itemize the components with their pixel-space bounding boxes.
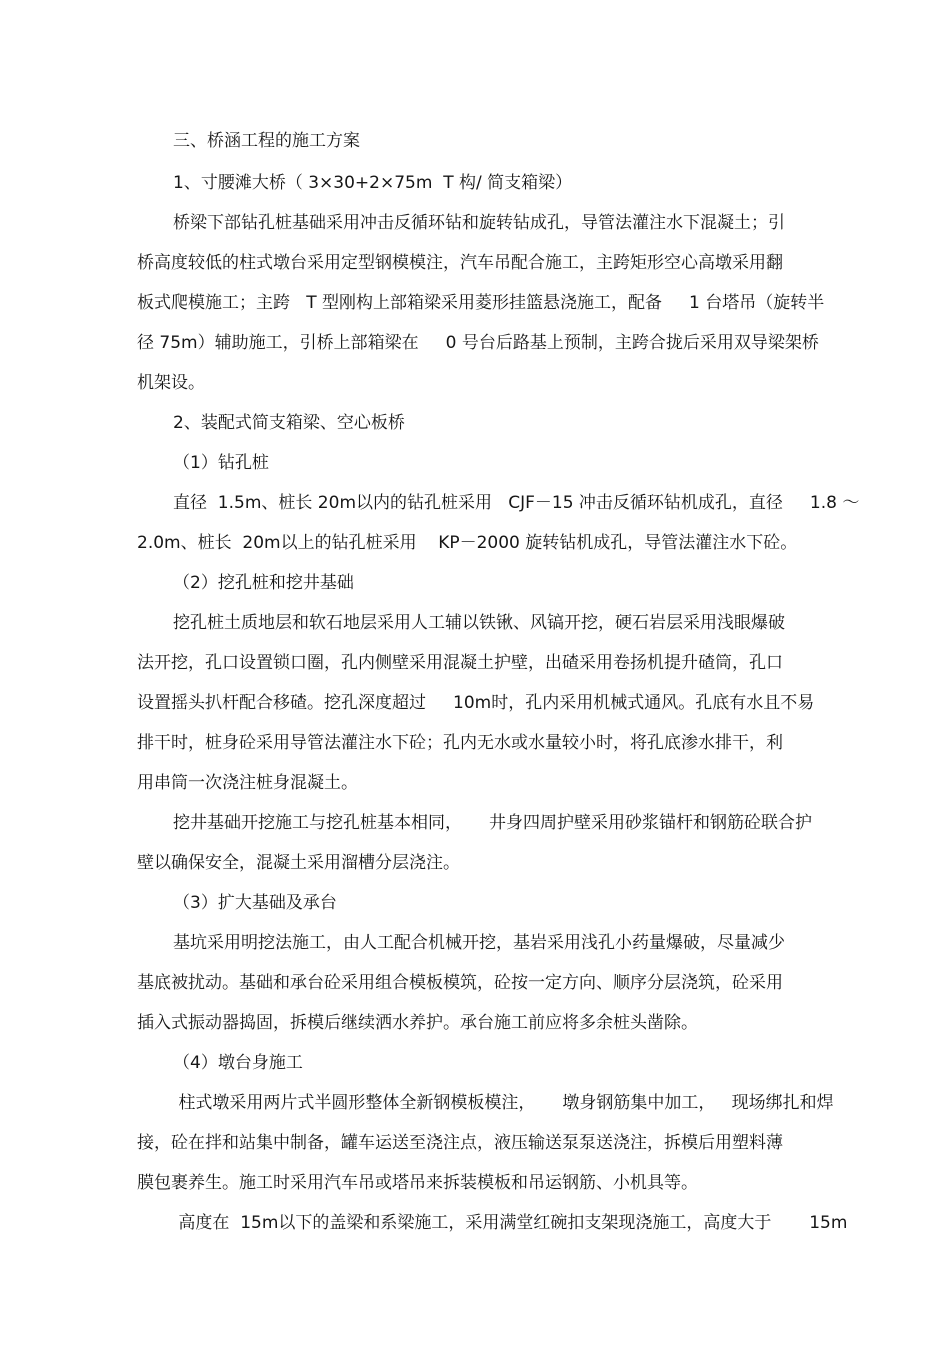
item1-heading: 1、寸腰滩大桥（ 3×30+2×75m T 构/ 简支箱梁） — [173, 173, 573, 193]
sub2-line-4: 排干时，桩身砼采用导管法灌注水下砼；孔内无水或水量较小时，将孔底渗水排干，利 — [137, 733, 783, 753]
sub2-line-1: 挖孔桩土质地层和软石地层采用人工辅以铁锹、风镐开挖，硬石岩层采用浅眼爆破 — [173, 613, 785, 633]
sub3-line-1: 基坑采用明挖法施工，由人工配合机械开挖，基岩采用浅孔小药量爆破，尽量减少 — [173, 933, 785, 953]
item1-line-4: 径 75m）辅助施工，引桥上部箱梁在 0 号台后路基上预制，主跨合拢后采用双导梁架桥 — [137, 333, 819, 353]
sub1-heading: （1）钻孔桩 — [173, 453, 269, 473]
sub2-line-5: 用串筒一次浇注桩身混凝土。 — [137, 773, 358, 793]
item1-line-3: 板式爬模施工；主跨 T 型刚构上部箱梁采用菱形挂篮悬浇施工，配备 1 台塔吊（旋转半 — [137, 293, 825, 313]
sub2-line-3: 设置摇头扒杆配合移碴。挖孔深度超过 10m时，孔内采用机械式通风。孔底有水且不易 — [137, 693, 815, 713]
sub4-para2-line-1: 高度在 15m以下的盖梁和系梁施工，采用满堂红碗扣支架现浇施工，高度大于 15m — [173, 1213, 848, 1233]
sub4-heading: （4）墩台身施工 — [173, 1053, 303, 1073]
sub4-line-1: 柱式墩采用两片式半圆形整体全新钢模板模注， 墩身钢筋集中加工， 现场绑扎和焊 — [173, 1093, 834, 1113]
sub4-line-3: 膜包裹养生。施工时采用汽车吊或塔吊来拆装模板和吊运钢筋、小机具等。 — [137, 1173, 698, 1193]
sub1-line-2: 2.0m、桩长 20m以上的钻孔桩采用 KP－2000 旋转钻机成孔，导管法灌注水下砼。 — [137, 533, 798, 553]
section-heading: 三、桥涵工程的施工方案 — [173, 131, 360, 151]
item1-line-2: 桥高度较低的柱式墩台采用定型钢模模注，汽车吊配合施工，主跨矩形空心高墩采用翻 — [137, 253, 783, 273]
sub2-heading: （2）挖孔桩和挖井基础 — [173, 573, 354, 593]
item1-line-5: 机架设。 — [137, 373, 205, 393]
sub3-heading: （3）扩大基础及承台 — [173, 893, 337, 913]
sub4-line-2: 接，砼在拌和站集中制备，罐车运送至浇注点，液压输送泵泵送浇注，拆模后用塑料薄 — [137, 1133, 783, 1153]
sub2-para2-line-1: 挖井基础开挖施工与挖孔桩基本相同， 井身四周护壁采用砂浆锚杆和钢筋砼联合护 — [173, 813, 813, 833]
sub3-line-2: 基底被扰动。基础和承台砼采用组合模板模筑，砼按一定方向、顺序分层浇筑，砼采用 — [137, 973, 783, 993]
sub2-para2-line-2: 壁以确保安全，混凝土采用溜槽分层浇注。 — [137, 853, 460, 873]
sub3-line-3: 插入式振动器捣固，拆模后继续洒水养护。承台施工前应将多余桩头凿除。 — [137, 1013, 698, 1033]
sub2-line-2: 法开挖，孔口设置锁口圈，孔内侧壁采用混凝土护壁，出碴采用卷扬机提升碴筒，孔口 — [137, 653, 783, 673]
item2-heading: 2、装配式简支箱梁、空心板桥 — [173, 413, 405, 433]
item1-line-1: 桥梁下部钻孔桩基础采用冲击反循环钻和旋转钻成孔，导管法灌注水下混凝土；引 — [173, 213, 785, 233]
sub1-line-1: 直径 1.5m、桩长 20m以内的钻孔桩采用 CJF－15 冲击反循环钻机成孔，直径 1.8 ～ — [173, 493, 860, 513]
